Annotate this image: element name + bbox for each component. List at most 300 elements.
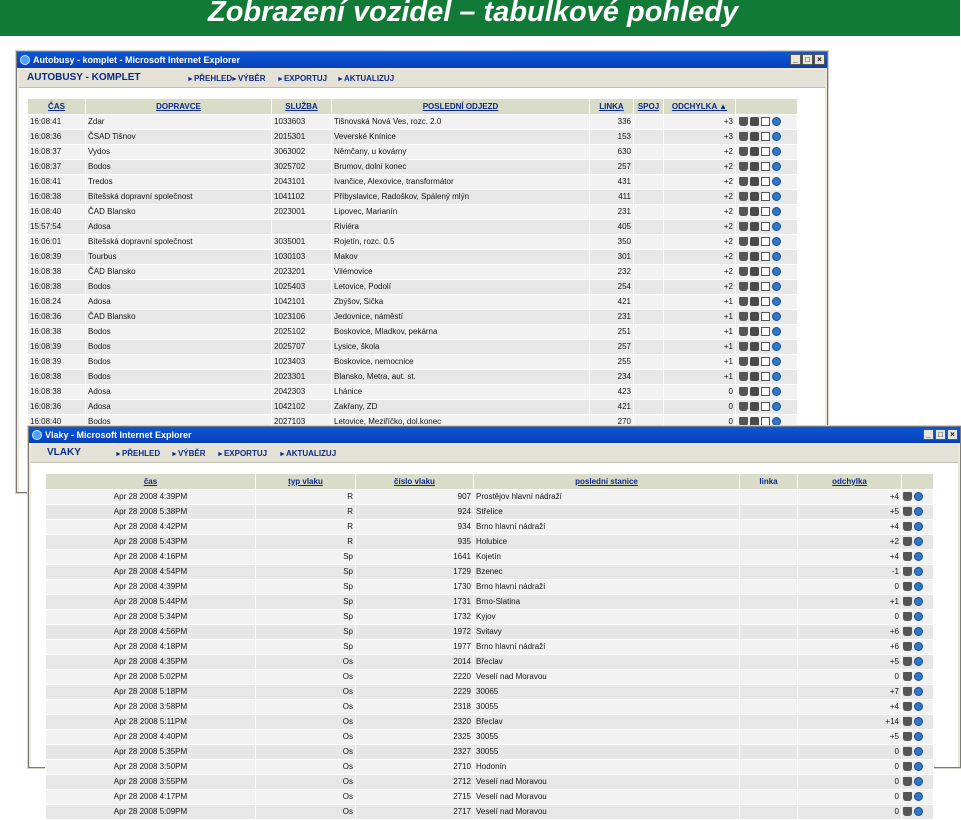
dopravce-cell: ČSAD Tišnov <box>86 130 272 145</box>
col-typ-vlaku[interactable]: typ vlaku <box>256 474 356 490</box>
vehicle-icon[interactable] <box>739 372 748 381</box>
vehicle-icon[interactable] <box>739 267 748 276</box>
dopravce-cell: Adosa <box>86 400 272 415</box>
map-globe-icon[interactable] <box>914 732 923 741</box>
cislo-vlaku-cell: 2327 <box>356 745 474 760</box>
minimize-icon[interactable]: _ <box>923 429 934 440</box>
vehicle-icon[interactable] <box>739 252 748 261</box>
map-globe-icon[interactable] <box>914 717 923 726</box>
sluzba-cell: 3035001 <box>272 235 332 250</box>
odchylka-cell: +2 <box>798 535 902 550</box>
map-globe-icon[interactable] <box>772 237 781 246</box>
sluzba-cell: 2027103 <box>272 415 332 430</box>
cas-cell: 16:08:39 <box>28 340 86 355</box>
table-row[interactable] <box>28 130 798 145</box>
map-globe-icon[interactable] <box>914 582 923 591</box>
vehicle-icon[interactable] <box>903 642 912 651</box>
table-row[interactable] <box>46 625 934 640</box>
mail-icon[interactable] <box>761 162 770 171</box>
odchylka-cell: +2 <box>664 175 736 190</box>
mail-icon[interactable] <box>761 147 770 156</box>
odchylka-cell: 0 <box>798 745 902 760</box>
posledni-odjezd-cell: Vilémovice <box>332 265 590 280</box>
cislo-vlaku-cell: 2320 <box>356 715 474 730</box>
map-globe-icon[interactable] <box>914 672 923 681</box>
posledni-odjezd-cell: Veverské Knínice <box>332 130 590 145</box>
mail-icon[interactable] <box>761 222 770 231</box>
nav-exportuj[interactable]: ► EXPORTUJ <box>277 74 327 83</box>
vehicle-icon[interactable] <box>739 192 748 201</box>
map-globe-icon[interactable] <box>772 117 781 126</box>
row-actions <box>902 805 934 820</box>
odchylka-cell: +1 <box>664 370 736 385</box>
map-globe-icon[interactable] <box>772 327 781 336</box>
vehicle-icon[interactable] <box>739 342 748 351</box>
row-actions <box>736 265 798 280</box>
sluzba-cell: 3025702 <box>272 160 332 175</box>
table-row[interactable] <box>46 595 934 610</box>
mail-icon[interactable] <box>761 312 770 321</box>
map-globe-icon[interactable] <box>772 387 781 396</box>
table-row[interactable] <box>28 355 798 370</box>
table-row[interactable] <box>28 310 798 325</box>
table-row[interactable] <box>46 535 934 550</box>
phone-icon[interactable] <box>750 192 759 201</box>
sluzba-cell: 2023301 <box>272 370 332 385</box>
map-globe-icon[interactable] <box>772 402 781 411</box>
vehicle-icon[interactable] <box>903 687 912 696</box>
sluzba-cell: 1033603 <box>272 115 332 130</box>
table-row[interactable] <box>46 790 934 805</box>
mail-icon[interactable] <box>761 402 770 411</box>
nav-prehled[interactable]: ► PŘEHLED <box>115 449 160 458</box>
close-icon[interactable]: × <box>814 54 825 65</box>
col-sluzba[interactable]: SLUŽBA <box>272 99 332 115</box>
mail-icon[interactable] <box>761 252 770 261</box>
mail-icon[interactable] <box>761 192 770 201</box>
posledni-odjezd-cell: Zbýšov, Sička <box>332 295 590 310</box>
map-globe-icon[interactable] <box>914 627 923 636</box>
col-spoj[interactable]: SPOJ <box>634 99 664 115</box>
phone-icon[interactable] <box>750 402 759 411</box>
map-globe-icon[interactable] <box>914 657 923 666</box>
cas-cell: Apr 28 2008 3:58PM <box>46 700 256 715</box>
vehicle-icon[interactable] <box>739 117 748 126</box>
vehicle-icon[interactable] <box>903 747 912 756</box>
train-window-titlebar[interactable] <box>29 427 960 443</box>
mail-icon[interactable] <box>761 267 770 276</box>
vehicle-icon[interactable] <box>903 732 912 741</box>
mail-icon[interactable] <box>761 327 770 336</box>
col-dopravce[interactable]: DOPRAVCE <box>86 99 272 115</box>
bus-window-titlebar[interactable] <box>17 52 827 68</box>
cas-cell: Apr 28 2008 4:54PM <box>46 565 256 580</box>
spoj-cell <box>634 145 664 160</box>
vehicle-icon[interactable] <box>903 567 912 576</box>
typ-vlaku-cell: Os <box>256 715 356 730</box>
col-posledni-odjezd[interactable]: POSLEDNÍ ODJEZD <box>332 99 590 115</box>
cislo-vlaku-cell: 1730 <box>356 580 474 595</box>
mail-icon[interactable] <box>761 177 770 186</box>
table-row[interactable] <box>28 115 798 130</box>
linka-cell <box>740 625 798 640</box>
nav-vyber[interactable]: ► VÝBĚR <box>171 449 206 458</box>
maximize-icon[interactable]: □ <box>935 429 946 440</box>
phone-icon[interactable] <box>750 252 759 261</box>
row-actions <box>902 520 934 535</box>
cas-cell: 16:08:38 <box>28 325 86 340</box>
mail-icon[interactable] <box>761 237 770 246</box>
linka-cell: 630 <box>590 145 634 160</box>
dopravce-cell: Bítešská dopravní společnost <box>86 190 272 205</box>
vehicle-icon[interactable] <box>739 387 748 396</box>
nav-vyber[interactable]: ► VÝBĚR <box>231 74 266 83</box>
table-row[interactable] <box>46 700 934 715</box>
table-row[interactable] <box>46 550 934 565</box>
linka-cell <box>740 550 798 565</box>
table-row[interactable] <box>46 685 934 700</box>
nav-exportuj[interactable]: ► EXPORTUJ <box>217 449 267 458</box>
vehicle-icon[interactable] <box>739 132 748 141</box>
table-row[interactable] <box>46 565 934 580</box>
map-globe-icon[interactable] <box>914 567 923 576</box>
typ-vlaku-cell: Sp <box>256 595 356 610</box>
dopravce-cell: Adosa <box>86 220 272 235</box>
mail-icon[interactable] <box>761 342 770 351</box>
mail-icon[interactable] <box>761 282 770 291</box>
vehicle-icon[interactable] <box>903 792 912 801</box>
mail-icon[interactable] <box>761 117 770 126</box>
mail-icon[interactable] <box>761 297 770 306</box>
table-row[interactable] <box>28 175 798 190</box>
cas-cell: Apr 28 2008 4:40PM <box>46 730 256 745</box>
vehicle-icon[interactable] <box>903 702 912 711</box>
vehicle-icon[interactable] <box>903 612 912 621</box>
dopravce-cell: Bodos <box>86 340 272 355</box>
phone-icon[interactable] <box>750 357 759 366</box>
typ-vlaku-cell: Os <box>256 805 356 820</box>
vehicle-icon[interactable] <box>903 777 912 786</box>
nav-aktualizuj[interactable]: ► AKTUALIZUJ <box>337 74 394 83</box>
cislo-vlaku-cell: 934 <box>356 520 474 535</box>
table-row[interactable] <box>28 295 798 310</box>
map-globe-icon[interactable] <box>914 507 923 516</box>
map-globe-icon[interactable] <box>772 192 781 201</box>
mail-icon[interactable] <box>761 207 770 216</box>
vehicle-icon[interactable] <box>903 762 912 771</box>
table-row[interactable] <box>46 805 934 820</box>
map-globe-icon[interactable] <box>772 177 781 186</box>
col-cas[interactable]: ČAS <box>28 99 86 115</box>
sluzba-cell: 1041102 <box>272 190 332 205</box>
table-row[interactable] <box>28 265 798 280</box>
row-actions <box>736 400 798 415</box>
row-actions <box>902 775 934 790</box>
vehicle-icon[interactable] <box>903 552 912 561</box>
phone-icon[interactable] <box>750 117 759 126</box>
table-row[interactable] <box>46 730 934 745</box>
table-row[interactable] <box>28 370 798 385</box>
vehicle-icon[interactable] <box>903 522 912 531</box>
map-globe-icon[interactable] <box>772 132 781 141</box>
posledni-stanice-cell: Brno-Slatina <box>474 595 740 610</box>
table-row[interactable] <box>28 280 798 295</box>
vehicle-icon[interactable] <box>739 297 748 306</box>
odchylka-cell: 0 <box>798 610 902 625</box>
phone-icon[interactable] <box>750 207 759 216</box>
table-row[interactable] <box>28 145 798 160</box>
bus-app-title: AUTOBUSY - KOMPLET <box>27 72 141 83</box>
mail-icon[interactable] <box>761 132 770 141</box>
row-actions <box>902 505 934 520</box>
odchylka-cell: +4 <box>798 550 902 565</box>
map-globe-icon[interactable] <box>914 612 923 621</box>
cas-cell: 16:08:41 <box>28 115 86 130</box>
cas-cell: 16:08:40 <box>28 415 86 430</box>
odchylka-cell: 0 <box>664 415 736 430</box>
sluzba-cell: 2042303 <box>272 385 332 400</box>
mail-icon[interactable] <box>761 372 770 381</box>
vehicle-icon[interactable] <box>739 177 748 186</box>
map-globe-icon[interactable] <box>914 537 923 546</box>
phone-icon[interactable] <box>750 282 759 291</box>
map-globe-icon[interactable] <box>914 792 923 801</box>
phone-icon[interactable] <box>750 342 759 351</box>
phone-icon[interactable] <box>750 177 759 186</box>
odchylka-cell: +1 <box>664 310 736 325</box>
col-cas[interactable]: čas <box>46 474 256 490</box>
map-globe-icon[interactable] <box>914 492 923 501</box>
spoj-cell <box>634 115 664 130</box>
odchylka-cell: +14 <box>798 715 902 730</box>
close-icon[interactable]: × <box>947 429 958 440</box>
vehicle-icon[interactable] <box>739 357 748 366</box>
row-actions <box>902 550 934 565</box>
mail-icon[interactable] <box>761 357 770 366</box>
row-actions <box>902 760 934 775</box>
vehicle-icon[interactable] <box>739 282 748 291</box>
col-linka[interactable]: LINKA <box>590 99 634 115</box>
odchylka-cell: +1 <box>664 340 736 355</box>
vehicle-icon[interactable] <box>903 537 912 546</box>
posledni-stanice-cell: Kyjov <box>474 610 740 625</box>
vehicle-icon[interactable] <box>739 162 748 171</box>
sluzba-cell: 3063002 <box>272 145 332 160</box>
phone-icon[interactable] <box>750 327 759 336</box>
map-globe-icon[interactable] <box>772 162 781 171</box>
linka-cell <box>740 745 798 760</box>
table-row[interactable] <box>28 385 798 400</box>
vehicle-icon[interactable] <box>903 672 912 681</box>
table-row[interactable] <box>46 490 934 505</box>
map-globe-icon[interactable] <box>772 222 781 231</box>
odchylka-cell: +1 <box>664 295 736 310</box>
linka-cell: 231 <box>590 310 634 325</box>
maximize-icon[interactable]: □ <box>802 54 813 65</box>
table-row[interactable] <box>46 745 934 760</box>
minimize-icon[interactable]: _ <box>790 54 801 65</box>
map-globe-icon[interactable] <box>914 702 923 711</box>
table-row[interactable] <box>28 250 798 265</box>
vehicle-icon[interactable] <box>739 327 748 336</box>
posledni-odjezd-cell: Blansko, Metra, aut. st. <box>332 370 590 385</box>
col-odchylka[interactable]: ODCHYLKA ▲ <box>664 99 736 115</box>
odchylka-cell: +2 <box>664 160 736 175</box>
vehicle-icon[interactable] <box>739 147 748 156</box>
slide-title-bar <box>0 0 960 36</box>
table-row[interactable] <box>46 655 934 670</box>
vehicle-icon[interactable] <box>903 492 912 501</box>
phone-icon[interactable] <box>750 132 759 141</box>
vehicle-icon[interactable] <box>903 657 912 666</box>
table-row[interactable] <box>28 235 798 250</box>
vehicle-icon[interactable] <box>903 717 912 726</box>
map-globe-icon[interactable] <box>914 552 923 561</box>
table-row[interactable] <box>28 400 798 415</box>
phone-icon[interactable] <box>750 237 759 246</box>
phone-icon[interactable] <box>750 267 759 276</box>
table-row[interactable] <box>46 670 934 685</box>
nav-prehled[interactable]: ► PŘEHLED <box>187 74 232 83</box>
table-row[interactable] <box>46 775 934 790</box>
odchylka-cell: +6 <box>798 640 902 655</box>
vehicle-icon[interactable] <box>739 207 748 216</box>
cas-cell: 16:08:37 <box>28 160 86 175</box>
map-globe-icon[interactable] <box>772 372 781 381</box>
typ-vlaku-cell: R <box>256 505 356 520</box>
row-actions <box>736 115 798 130</box>
table-row[interactable] <box>46 580 934 595</box>
vehicle-icon[interactable] <box>739 222 748 231</box>
phone-icon[interactable] <box>750 297 759 306</box>
phone-icon[interactable] <box>750 222 759 231</box>
vehicle-icon[interactable] <box>903 627 912 636</box>
posledni-odjezd-cell: Rojetín, rozc. 0.5 <box>332 235 590 250</box>
map-globe-icon[interactable] <box>772 342 781 351</box>
vehicle-icon[interactable] <box>739 237 748 246</box>
col-cislo-vlaku[interactable]: číslo vlaku <box>356 474 474 490</box>
col-actions <box>902 474 934 490</box>
map-globe-icon[interactable] <box>772 297 781 306</box>
spoj-cell <box>634 205 664 220</box>
linka-cell <box>740 655 798 670</box>
table-row[interactable] <box>46 640 934 655</box>
table-row[interactable] <box>46 715 934 730</box>
vehicle-icon[interactable] <box>903 597 912 606</box>
train-window-title: Vlaky - Microsoft Internet Explorer <box>45 430 192 440</box>
typ-vlaku-cell: Os <box>256 790 356 805</box>
posledni-stanice-cell: Svitavy <box>474 625 740 640</box>
bus-table-header <box>28 99 798 115</box>
table-row[interactable] <box>28 220 798 235</box>
posledni-odjezd-cell: Jedovnice, náměstí <box>332 310 590 325</box>
map-globe-icon[interactable] <box>772 312 781 321</box>
posledni-stanice-cell: Veselí nad Moravou <box>474 805 740 820</box>
vehicle-icon[interactable] <box>739 402 748 411</box>
table-row[interactable] <box>28 205 798 220</box>
dopravce-cell: Bodos <box>86 325 272 340</box>
table-row[interactable] <box>28 340 798 355</box>
map-globe-icon[interactable] <box>772 267 781 276</box>
table-row[interactable] <box>28 190 798 205</box>
cas-cell: Apr 28 2008 5:34PM <box>46 610 256 625</box>
table-row[interactable] <box>46 610 934 625</box>
row-actions <box>736 190 798 205</box>
cas-cell: 16:06:01 <box>28 235 86 250</box>
map-globe-icon[interactable] <box>914 642 923 651</box>
odchylka-cell: 0 <box>664 400 736 415</box>
dopravce-cell: Bodos <box>86 370 272 385</box>
phone-icon[interactable] <box>750 372 759 381</box>
phone-icon[interactable] <box>750 147 759 156</box>
map-globe-icon[interactable] <box>772 207 781 216</box>
cislo-vlaku-cell: 924 <box>356 505 474 520</box>
map-globe-icon[interactable] <box>914 807 923 816</box>
cislo-vlaku-cell: 907 <box>356 490 474 505</box>
map-globe-icon[interactable] <box>914 777 923 786</box>
posledni-stanice-cell: Břeclav <box>474 655 740 670</box>
table-row[interactable] <box>46 505 934 520</box>
row-actions <box>736 175 798 190</box>
mail-icon[interactable] <box>761 387 770 396</box>
map-globe-icon[interactable] <box>914 597 923 606</box>
cas-cell: Apr 28 2008 4:16PM <box>46 550 256 565</box>
map-globe-icon[interactable] <box>914 522 923 531</box>
vehicle-icon[interactable] <box>739 312 748 321</box>
map-globe-icon[interactable] <box>914 762 923 771</box>
phone-icon[interactable] <box>750 387 759 396</box>
table-row[interactable] <box>46 520 934 535</box>
posledni-odjezd-cell: Lipovec, Marianín <box>332 205 590 220</box>
sluzba-cell: 1042101 <box>272 295 332 310</box>
cas-cell: 16:08:36 <box>28 310 86 325</box>
cislo-vlaku-cell: 1641 <box>356 550 474 565</box>
odchylka-cell: +1 <box>664 355 736 370</box>
col-odchylka[interactable]: odchylka <box>798 474 902 490</box>
table-row[interactable] <box>28 160 798 175</box>
posledni-stanice-cell: Bzenec <box>474 565 740 580</box>
row-actions <box>736 310 798 325</box>
cas-cell: 16:08:38 <box>28 385 86 400</box>
map-globe-icon[interactable] <box>772 282 781 291</box>
nav-aktualizuj[interactable]: ► AKTUALIZUJ <box>279 449 336 458</box>
spoj-cell <box>634 280 664 295</box>
map-globe-icon[interactable] <box>772 357 781 366</box>
table-row[interactable] <box>46 760 934 775</box>
table-row[interactable] <box>28 325 798 340</box>
vehicle-icon[interactable] <box>903 807 912 816</box>
row-actions <box>902 640 934 655</box>
phone-icon[interactable] <box>750 162 759 171</box>
phone-icon[interactable] <box>750 312 759 321</box>
vehicle-icon[interactable] <box>903 582 912 591</box>
train-page-content <box>31 445 958 816</box>
map-globe-icon[interactable] <box>914 687 923 696</box>
map-globe-icon[interactable] <box>914 747 923 756</box>
vehicle-icon[interactable] <box>903 507 912 516</box>
posledni-stanice-cell: Veselí nad Moravou <box>474 775 740 790</box>
cas-cell: Apr 28 2008 4:39PM <box>46 580 256 595</box>
map-globe-icon[interactable] <box>772 252 781 261</box>
col-posledni-stanice[interactable]: poslední stanice <box>474 474 740 490</box>
odchylka-cell: +5 <box>798 655 902 670</box>
row-actions <box>902 535 934 550</box>
odchylka-cell: +5 <box>798 730 902 745</box>
map-globe-icon[interactable] <box>772 147 781 156</box>
row-actions <box>736 355 798 370</box>
typ-vlaku-cell: Sp <box>256 550 356 565</box>
bus-app-header <box>19 70 825 88</box>
